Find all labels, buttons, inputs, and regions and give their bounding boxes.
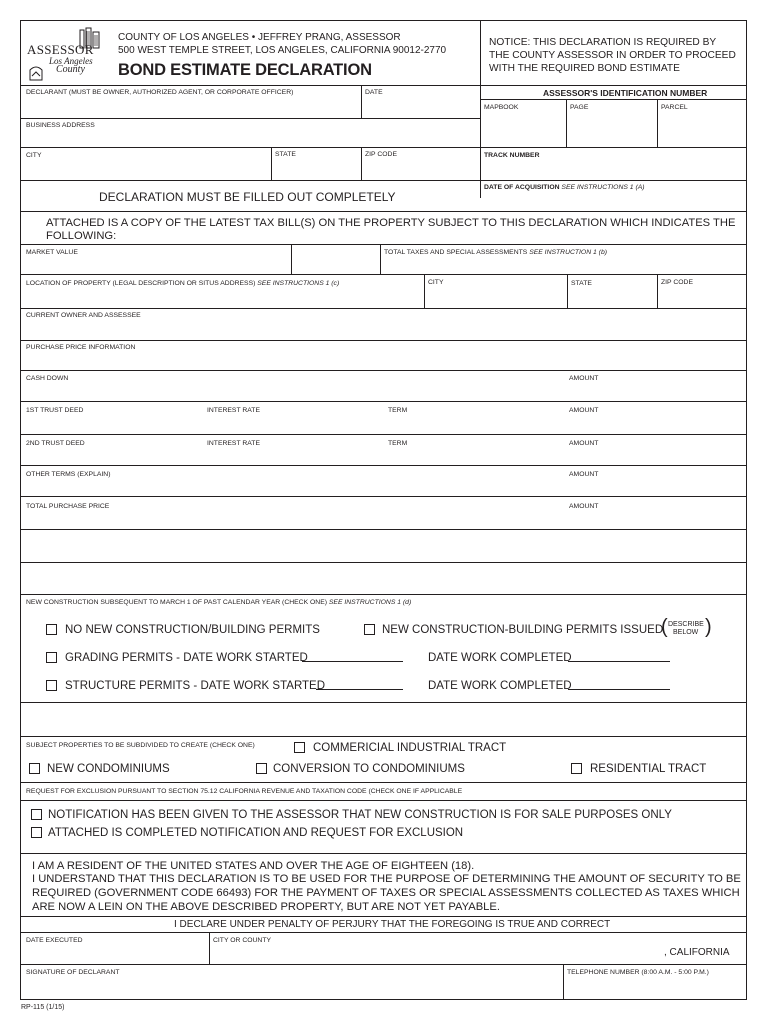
- divider: [20, 964, 747, 965]
- attached-request-checkbox[interactable]: [31, 827, 42, 838]
- notification-label: NOTIFICATION HAS BEEN GIVEN TO THE ASSESSOR THAT NEW CONSTRUCTION IS FOR SALE PURPOSES ONLY: [48, 809, 672, 821]
- divider: [20, 401, 747, 402]
- divider: [20, 916, 747, 917]
- construction-heading: [26, 599, 411, 607]
- describe-line-2: BELOW: [673, 629, 699, 636]
- mapbook-field[interactable]: [482, 113, 564, 145]
- business-address-field[interactable]: [22, 131, 478, 147]
- purchase-info-label: PURCHASE PRICE INFORMATION: [26, 344, 136, 351]
- signature-label: SIGNATURE OF DECLARANT: [26, 969, 120, 976]
- first-trust-rate-label: INTEREST RATE: [207, 407, 260, 414]
- notice-line-2: THE COUNTY ASSESSOR IN ORDER TO PROCEED: [489, 50, 736, 61]
- commercial-tract-label: COMMERICIAL INDUSTRIAL TRACT: [313, 742, 507, 754]
- describe-paren-open: (: [661, 616, 668, 638]
- notice-line-1: NOTICE: THIS DECLARATION IS REQUIRED BY: [489, 37, 717, 48]
- address-line: 500 WEST TEMPLE STREET, LOS ANGELES, CALIFORNIA 90012-2770: [118, 45, 447, 56]
- notice-line-3: WITH THE REQUIRED BOND ESTIMATE: [489, 63, 680, 74]
- second-trust-field[interactable]: [22, 450, 745, 464]
- divider: [20, 147, 747, 148]
- logo-word: ASSESSOR: [27, 42, 94, 57]
- current-owner-label: CURRENT OWNER AND ASSESSEE: [26, 312, 141, 319]
- divider: [209, 932, 210, 964]
- divider: [20, 496, 747, 497]
- structure-start-date-field[interactable]: [316, 678, 403, 690]
- cash-down-amount-field[interactable]: [567, 385, 745, 400]
- cash-down-field[interactable]: [22, 385, 562, 400]
- logo-los-angeles: Los Angeles: [49, 56, 93, 66]
- current-owner-field[interactable]: [22, 321, 745, 339]
- subdivide-heading: SUBJECT PROPERTIES TO BE SUBDIVIDED TO CREATE (CHECK ONE): [26, 742, 255, 749]
- telephone-field[interactable]: [565, 978, 745, 998]
- business-address-label: BUSINESS ADDRESS: [26, 122, 95, 129]
- grading-permits-label: GRADING PERMITS - DATE WORK STARTED: [65, 652, 308, 664]
- divider: [20, 118, 481, 119]
- track-number-label: TRACK NUMBER: [484, 152, 540, 159]
- zip-field[interactable]: [363, 161, 478, 178]
- city-county-label: CITY OR COUNTY: [213, 937, 272, 944]
- acquisition-date-field[interactable]: [482, 194, 745, 210]
- conversion-checkbox[interactable]: [256, 763, 267, 774]
- divider: [20, 594, 747, 595]
- divider: [657, 99, 658, 147]
- city-county-field[interactable]: [211, 946, 661, 963]
- header-divider: [480, 20, 481, 198]
- acquisition-note: SEE INSTRUCTIONS 1 (A): [561, 184, 645, 191]
- construction-description-field[interactable]: [22, 704, 745, 734]
- state-label: STATE: [275, 151, 296, 158]
- total-taxes-label: [384, 249, 607, 257]
- property-city-label: CITY: [428, 279, 444, 286]
- divider: [20, 853, 747, 854]
- must-fill-notice: DECLARATION MUST BE FILLED OUT COMPLETELY: [99, 190, 396, 204]
- new-construction-label: NEW CONSTRUCTION-BUILDING PERMITS ISSUED: [382, 624, 664, 636]
- structure-completed-date-field[interactable]: [568, 678, 670, 690]
- total-price-amount-label: AMOUNT: [569, 503, 599, 510]
- grading-completed-label: DATE WORK COMPLETED: [428, 652, 572, 664]
- location-label: [26, 280, 339, 288]
- location-field[interactable]: [22, 290, 422, 307]
- page-label: PAGE: [570, 104, 589, 111]
- page-field[interactable]: [568, 113, 655, 145]
- first-trust-field[interactable]: [22, 417, 745, 433]
- residential-tract-label: RESIDENTIAL TRACT: [590, 763, 707, 775]
- grading-completed-date-field[interactable]: [568, 650, 670, 662]
- statement-line-4: ARE NOW A LEIN ON THE ABOVE DESCRIBED PROPERTY, BUT ARE NOT YET PAYABLE.: [32, 901, 500, 913]
- exclusion-heading: REQUEST FOR EXCLUSION PURSUANT TO SECTION 75.12 CALIFORNIA REVENUE AND TAXATION CODE (CHECK ONE IF APPLICABLE: [26, 788, 463, 795]
- structure-completed-label: DATE WORK COMPLETED: [428, 680, 572, 692]
- describe-paren-close: ): [705, 616, 712, 638]
- acquisition-label-text: DATE OF ACQUISITION: [484, 184, 560, 191]
- describe-line-1: DESCRIBE: [668, 621, 704, 628]
- divider: [563, 964, 564, 1000]
- form-title: BOND ESTIMATE DECLARATION: [118, 61, 372, 79]
- construction-heading-note: SEE INSTRUCTIONS 1 (d): [328, 599, 412, 606]
- track-number-field[interactable]: [482, 161, 745, 178]
- first-trust-amount-label: AMOUNT: [569, 407, 599, 414]
- signature-field[interactable]: [22, 978, 561, 998]
- residential-tract-checkbox[interactable]: [571, 763, 582, 774]
- blank-line-2[interactable]: [22, 564, 745, 592]
- cash-down-amount-label: AMOUNT: [569, 375, 599, 382]
- property-city-field[interactable]: [426, 290, 565, 307]
- total-price-label: TOTAL PURCHASE PRICE: [26, 503, 110, 510]
- state-field[interactable]: [273, 161, 359, 178]
- divider: [20, 85, 747, 86]
- cash-down-label: CASH DOWN: [26, 375, 69, 382]
- commercial-tract-checkbox[interactable]: [294, 742, 305, 753]
- mapbook-label: MAPBOOK: [484, 104, 519, 111]
- first-trust-term-label: TERM: [388, 407, 408, 414]
- attached-request-label: ATTACHED IS COMPLETED NOTIFICATION AND REQUEST FOR EXCLUSION: [48, 827, 464, 839]
- divider: [20, 932, 747, 933]
- total-taxes-note: SEE INSTRUCTION 1 (b): [529, 249, 607, 256]
- no-new-construction-checkbox[interactable]: [46, 624, 57, 635]
- construction-heading-text: NEW CONSTRUCTION SUBSEQUENT TO MARCH 1 OF PAST CALENDAR YEAR (CHECK ONE): [26, 599, 327, 606]
- other-terms-label: OTHER TERMS (EXPLAIN): [26, 471, 111, 478]
- total-price-field[interactable]: [22, 513, 745, 528]
- divider: [20, 562, 747, 563]
- telephone-label: TELEPHONE NUMBER (8:00 A.M. - 5:00 P.M.): [567, 969, 709, 976]
- divider: [20, 308, 747, 309]
- form-number: RP-115 (1/15): [21, 1004, 65, 1011]
- logo-county: County: [56, 64, 85, 75]
- property-zip-field[interactable]: [659, 290, 745, 307]
- grading-permits-checkbox[interactable]: [46, 652, 57, 663]
- location-note: SEE INSTRUCTIONS 1 (c): [257, 280, 340, 287]
- new-construction-checkbox[interactable]: [364, 624, 375, 635]
- new-condominiums-label: NEW CONDOMINIUMS: [47, 763, 170, 775]
- grading-start-date-field[interactable]: [302, 650, 403, 662]
- attached-line-1: ATTACHED IS A COPY OF THE LATEST TAX BILL(S) ON THE PROPERTY SUBJECT TO THIS DECLARATION WHICH INDICATES THE: [46, 217, 736, 229]
- divider: [20, 274, 747, 275]
- divider: [20, 180, 747, 181]
- divider: [361, 147, 362, 180]
- divider: [20, 736, 747, 737]
- new-condominiums-checkbox[interactable]: [29, 763, 40, 774]
- notification-checkbox[interactable]: [31, 809, 42, 820]
- blank-line-1[interactable]: [22, 531, 745, 561]
- divider: [20, 370, 747, 371]
- divider: [20, 702, 747, 703]
- date-executed-field[interactable]: [22, 946, 207, 963]
- divider: [380, 244, 381, 274]
- divider: [566, 99, 567, 147]
- parcel-field[interactable]: [659, 113, 745, 145]
- location-text: LOCATION OF PROPERTY (LEGAL DESCRIPTION OR SITUS ADDRESS): [26, 280, 256, 287]
- structure-permits-label: STRUCTURE PERMITS - DATE WORK STARTED: [65, 680, 326, 692]
- property-state-field[interactable]: [569, 290, 655, 307]
- divider: [20, 211, 747, 212]
- divider: [657, 274, 658, 308]
- statement-line-3: REQUIRED (GOVERNMENT CODE 66493) FOR THE PAYMENT OF TAXES OR SPECIAL ASSESSMENTS COLLECTED AS TAXES WHICH: [32, 887, 740, 899]
- statement-line-1: I AM A RESIDENT OF THE UNITED STATES AND OVER THE AGE OF EIGHTEEN (18).: [32, 860, 475, 872]
- ain-title: ASSESSOR'S IDENTIFICATION NUMBER: [543, 88, 708, 98]
- parcel-label: PARCEL: [661, 104, 688, 111]
- statement-line-2: I UNDERSTAND THAT THIS DECLARATION IS TO BE USED FOR THE PURPOSE OF DETERMINING THE AMOUNT OF SECURITY TO BE: [32, 873, 741, 885]
- divider: [20, 529, 747, 530]
- attached-line-2: FOLLOWING:: [46, 230, 117, 242]
- divider: [20, 244, 747, 245]
- divider: [480, 99, 747, 100]
- structure-permits-checkbox[interactable]: [46, 680, 57, 691]
- other-terms-field[interactable]: [22, 481, 745, 495]
- other-terms-amount-label: AMOUNT: [569, 471, 599, 478]
- divider: [20, 340, 747, 341]
- second-trust-term-label: TERM: [388, 440, 408, 447]
- divider: [291, 244, 292, 274]
- perjury-statement: I DECLARE UNDER PENALTY OF PERJURY THAT THE FOREGOING IS TRUE AND CORRECT: [174, 919, 611, 930]
- property-state-label: STATE: [571, 280, 592, 287]
- divider: [20, 782, 747, 783]
- divider: [20, 465, 747, 466]
- agency-line: COUNTY OF LOS ANGELES • JEFFREY PRANG, ASSESSOR: [118, 32, 401, 43]
- declarant-field[interactable]: [22, 98, 359, 116]
- divider: [271, 147, 272, 180]
- second-trust-amount-label: AMOUNT: [569, 440, 599, 447]
- conversion-label: CONVERSION TO CONDOMINIUMS: [273, 763, 465, 775]
- divider: [567, 274, 568, 308]
- second-trust-label: 2ND TRUST DEED: [26, 440, 85, 447]
- california-suffix: , CALIFORNIA: [664, 947, 730, 958]
- no-new-construction-label: NO NEW CONSTRUCTION/BUILDING PERMITS: [65, 624, 320, 636]
- second-trust-rate-label: INTEREST RATE: [207, 440, 260, 447]
- divider: [20, 434, 747, 435]
- date-field[interactable]: [363, 98, 478, 116]
- declarant-label: DECLARANT (MUST BE OWNER, AUTHORIZED AGENT, OR CORPORATE OFFICER): [26, 89, 294, 96]
- divider: [20, 800, 747, 801]
- acquisition-label: [484, 184, 645, 191]
- city-label: CITY: [26, 152, 42, 159]
- total-taxes-field[interactable]: [382, 258, 745, 273]
- market-value-label: MARKET VALUE: [26, 249, 78, 256]
- first-trust-label: 1ST TRUST DEED: [26, 407, 84, 414]
- city-field[interactable]: [22, 161, 269, 178]
- market-value-field[interactable]: [22, 258, 289, 273]
- total-taxes-text: TOTAL TAXES AND SPECIAL ASSESSMENTS: [384, 249, 528, 256]
- divider: [424, 274, 425, 308]
- property-zip-label: ZIP CODE: [661, 279, 693, 286]
- divider: [361, 85, 362, 118]
- date-label: DATE: [365, 89, 383, 96]
- date-executed-label: DATE EXECUTED: [26, 937, 83, 944]
- zip-label: ZIP CODE: [365, 151, 397, 158]
